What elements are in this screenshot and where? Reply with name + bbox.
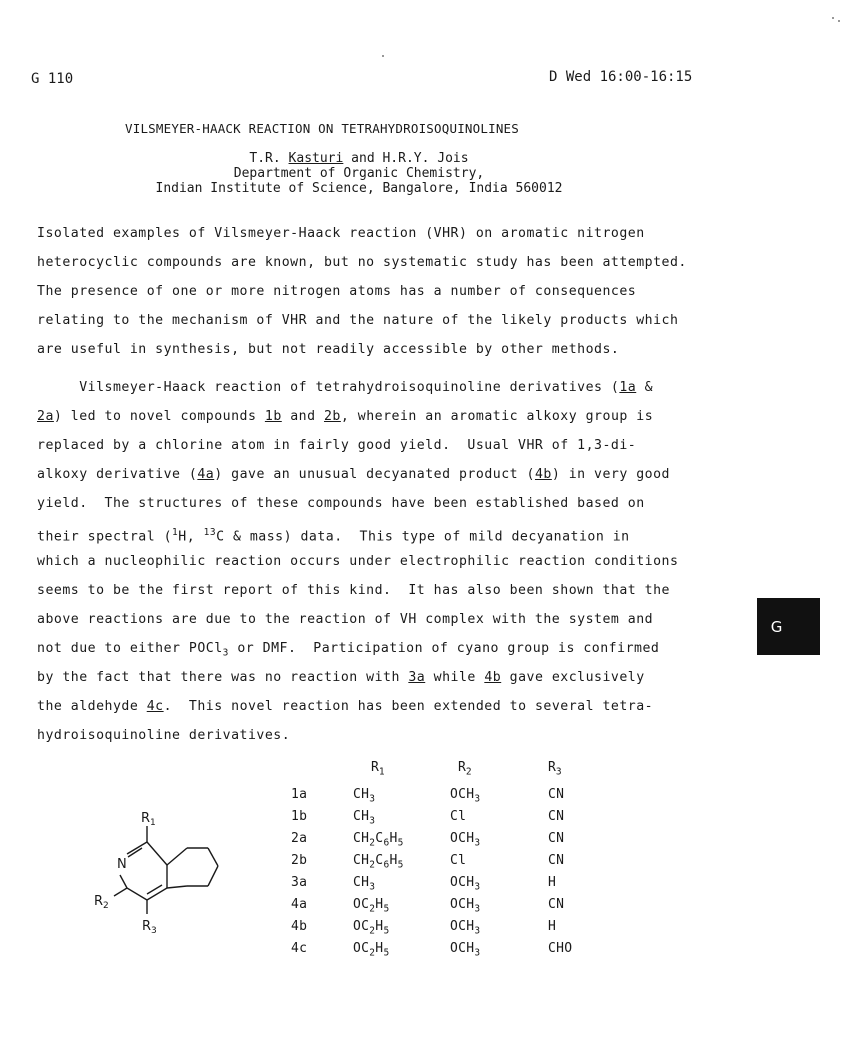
scan-speck [382, 55, 384, 57]
structure-bonds [114, 826, 218, 914]
r3-cell: CN [548, 787, 565, 802]
author-block [125, 151, 593, 196]
compound-ref: 1a [619, 380, 637, 395]
text-line: the aldehyde 4c. This novel reaction has been extended to several tetra- [37, 699, 654, 714]
r1-cell: $CH_3$ [353, 809, 376, 827]
compound-ref: 4b [484, 670, 502, 685]
r3-column [548, 784, 572, 960]
compound-ref: 2b [323, 409, 341, 424]
r1-cell: $OC_2H_5$ [353, 897, 390, 915]
compound-ref: 3a [408, 670, 426, 685]
text-line: heterocyclic compounds are known, but no systematic study has been attempted. [37, 255, 687, 270]
compound-id-cell: 4a [291, 897, 308, 912]
r2-label: $R_2$ [94, 894, 109, 911]
text-line: which a nucleophilic reaction occurs under electrophilic reaction conditions [37, 554, 679, 569]
r3-cell: CN [548, 853, 565, 868]
scan-speck [838, 20, 840, 22]
text-line: 2a) led to novel compounds 1b and 2b, wherein an aromatic alkoxy group is [37, 409, 654, 424]
r3-cell: CHO [548, 941, 573, 956]
text-line: hydroisoquinoline derivatives. [37, 728, 291, 743]
r2-cell: Cl [450, 853, 467, 868]
compound-ref: 4a [197, 467, 215, 482]
author-institute: Indian Institute of Science, Bangalore, India 560012 [155, 181, 563, 196]
r2-cell: Cl [450, 809, 467, 824]
text-line: Isolated examples of Vilsmeyer-Haack reaction (VHR) on aromatic nitrogen [37, 226, 645, 241]
compound-ref: 4c [146, 699, 164, 714]
column-header-r2: $R_2$ [458, 760, 472, 778]
r2-cell: $OCH_3$ [450, 897, 481, 915]
r1-cell: $OC_2H_5$ [353, 919, 390, 937]
compound-ref: 4b [534, 467, 552, 482]
r1-cell: $CH_3$ [353, 787, 376, 805]
text-line: their spectral ($^1$H, $^{13}$C & mass) data. This type of mild decyanation in [37, 527, 630, 545]
paper-title: VILSMEYER-HAACK REACTION ON TETRAHYDROISOQUINOLINES [125, 121, 520, 136]
r2-cell: $OCH_3$ [450, 941, 481, 959]
r3-cell: H [548, 875, 557, 890]
r1-cell: $CH_2C_6H_5$ [353, 831, 404, 849]
r2-cell: $OCH_3$ [450, 787, 481, 805]
paragraph-results [37, 373, 678, 750]
compound-id-cell: 2a [291, 831, 308, 846]
compound-id-cell: 1a [291, 787, 308, 802]
column-header-r1: $R_1$ [371, 760, 385, 778]
r2-column [450, 784, 480, 960]
r3-cell: H [548, 919, 557, 934]
compound-ref: 1b [264, 409, 282, 424]
column-header-r3: $R_3$ [548, 760, 562, 778]
r3-cell: CN [548, 831, 565, 846]
text-line: yield. The structures of these compounds have been established based on [37, 496, 645, 511]
session-schedule: D Wed 16:00-16:15 [549, 69, 693, 85]
r1-column [353, 784, 404, 960]
compound-id-cell: 3a [291, 875, 308, 890]
text-line: Vilsmeyer-Haack reaction of tetrahydroisoquinoline derivatives (1a & [37, 380, 654, 395]
r1-cell: $OC_2H_5$ [353, 941, 390, 959]
text-line: replaced by a chlorine atom in fairly good yield. Usual VHR of 1,3-di- [37, 438, 637, 453]
r3-cell: CN [548, 809, 565, 824]
session-code: G 110 [31, 71, 74, 87]
scan-speck [832, 17, 834, 19]
r3-cell: CN [548, 897, 565, 912]
section-tab: G [757, 598, 820, 655]
author-names: T.R. Kasturi and H.R.Y. Jois [249, 151, 469, 166]
presenting-author: Kasturi [288, 151, 344, 166]
text-line: not due to either POCl$_3$ or DMF. Participation of cyano group is confirmed [37, 641, 660, 659]
r1-label: $R_1$ [141, 811, 156, 828]
paragraph-intro [37, 219, 687, 364]
text-line: seems to be the first report of this kind. It has also been shown that the [37, 583, 670, 598]
text-line: relating to the mechanism of VHR and the nature of the likely products which [37, 313, 679, 328]
nitrogen-label: N [117, 857, 127, 872]
r2-cell: $OCH_3$ [450, 919, 481, 937]
r2-cell: $OCH_3$ [450, 875, 481, 893]
r1-cell: $CH_3$ [353, 875, 376, 893]
text-line: by the fact that there was no reaction with 3a while 4b gave exclusively [37, 670, 645, 685]
text-line: above reactions are due to the reaction of VH complex with the system and [37, 612, 654, 627]
text-line: are useful in synthesis, but not readily accessible by other methods. [37, 342, 620, 357]
text-line: The presence of one or more nitrogen atoms has a number of consequences [37, 284, 637, 299]
compound-id-column [291, 784, 307, 960]
compound-id-cell: 4b [291, 919, 308, 934]
author-department: Department of Organic Chemistry, [233, 166, 485, 181]
r2-cell: $OCH_3$ [450, 831, 481, 849]
tetrahydroisoquinoline-structure [90, 800, 240, 940]
text-line: alkoxy derivative (4a) gave an unusual decyanated product (4b) in very good [37, 467, 670, 482]
r1-cell: $CH_2C_6H_5$ [353, 853, 404, 871]
compound-id-cell: 2b [291, 853, 308, 868]
compound-ref: 2a [37, 409, 54, 424]
compound-id-cell: 1b [291, 809, 308, 824]
compound-id-cell: 4c [291, 941, 308, 956]
r3-label: $R_3$ [142, 919, 157, 936]
